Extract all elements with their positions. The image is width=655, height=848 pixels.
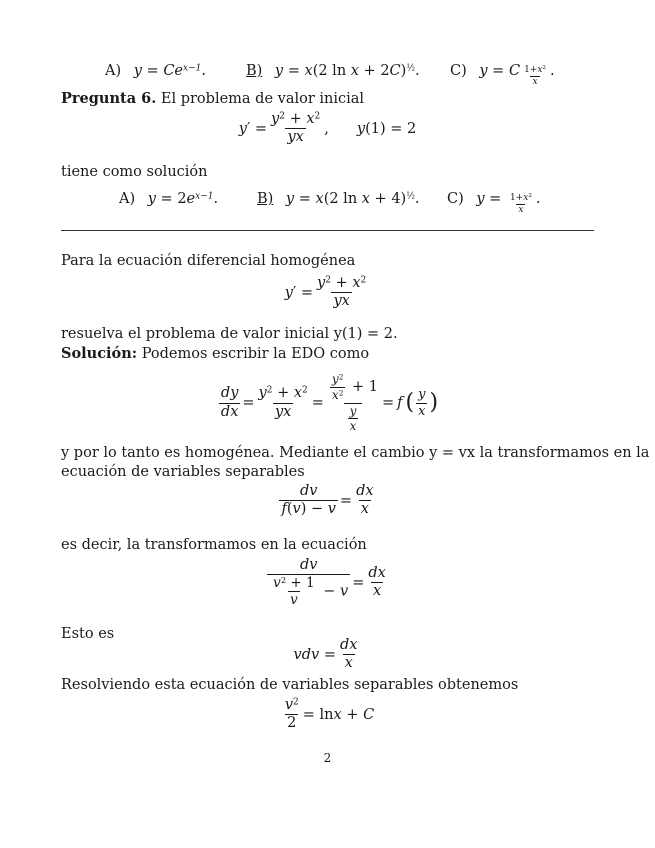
section-divider bbox=[61, 230, 594, 231]
esto-es-text: Esto es bbox=[61, 626, 115, 642]
separable-equation: $\frac{dv}{f(v) - v}$ = $\frac{dx}{x}$ bbox=[281, 483, 374, 518]
q5-option-b: B) y = x(2 ln x + 2C)$^{\frac{1}{2}}$. bbox=[246, 63, 420, 79]
q6-option-b: B) y = x(2 ln x + 4)$^{\frac{1}{2}}$. bbox=[257, 191, 420, 207]
homogeneous-change-text: y por lo tanto es homogénea. Mediante el cambio y = vx la transformamos en la bbox=[61, 445, 650, 461]
q5-option-c: C) y = C $\frac{1+x^2}{x}$ . bbox=[450, 63, 555, 88]
solution-text: Podemos escribir la EDO como bbox=[141, 346, 370, 362]
edo-rewrite-equation: $\frac{dy}{dx}$ = $\frac{y^2 + x^2}{yx}$ = $\frac{y^2}{x^2}$ + 1 $\frac{y}{x}$ = f ( $\frac{y}{x}$ ) bbox=[220, 372, 439, 434]
transform-text: es decir, la transformamos en la ecuación bbox=[61, 537, 367, 553]
result-equation: $\frac{v^2}{2}$ = ln x + C bbox=[284, 697, 375, 732]
transformed-equation: dv $\frac{v^2 + 1}{v}$ − v = $\frac{dx}{x}$ bbox=[0, 558, 655, 608]
initial-value-problem-text: resuelva el problema de valor inicial y(1) = 2. bbox=[61, 326, 398, 342]
q5-option-b-label: B) bbox=[246, 63, 263, 79]
solution-intro: Para la ecuación diferencial homogénea bbox=[61, 253, 356, 269]
q6-option-b-label: B) bbox=[257, 191, 274, 207]
q6-option-a: A) $y = 2e^{x-1}$. bbox=[119, 191, 219, 207]
q6-option-c: C) y = $\frac{1+x^2}{x}$ . bbox=[447, 191, 541, 216]
q6-title: Pregunta 6. bbox=[61, 90, 157, 107]
q6-header bbox=[61, 90, 364, 108]
q5-option-a: A) $y = Ce^{x-1}$. bbox=[105, 63, 206, 79]
page-number: 2 bbox=[323, 751, 332, 765]
q6-has-solution: tiene como solución bbox=[61, 164, 208, 180]
solving-text: Resolviendo esta ecuación de variables separables obtenemos bbox=[61, 677, 519, 693]
homogeneous-ode-equation: y ′ = $\frac{y^2 + x^2}{yx}$ bbox=[284, 275, 367, 310]
q6-ode-equation: y ′ = $\frac{y^2 + x^2}{yx}$ , y(1) = 2 bbox=[238, 111, 417, 146]
solution-label: Solución: bbox=[61, 345, 138, 362]
q5-option-c-label: C) bbox=[450, 63, 467, 79]
solution-start bbox=[61, 345, 369, 363]
q6-option-a-label: A) bbox=[119, 191, 136, 207]
q6-intro: El problema de valor inicial bbox=[160, 91, 365, 107]
q6-option-c-label: C) bbox=[447, 191, 464, 207]
vdv-equation: vdv = $\frac{dx}{x}$ bbox=[293, 637, 358, 672]
q5-option-a-label: A) bbox=[105, 63, 122, 79]
separable-text: ecuación de variables separables bbox=[61, 464, 305, 480]
